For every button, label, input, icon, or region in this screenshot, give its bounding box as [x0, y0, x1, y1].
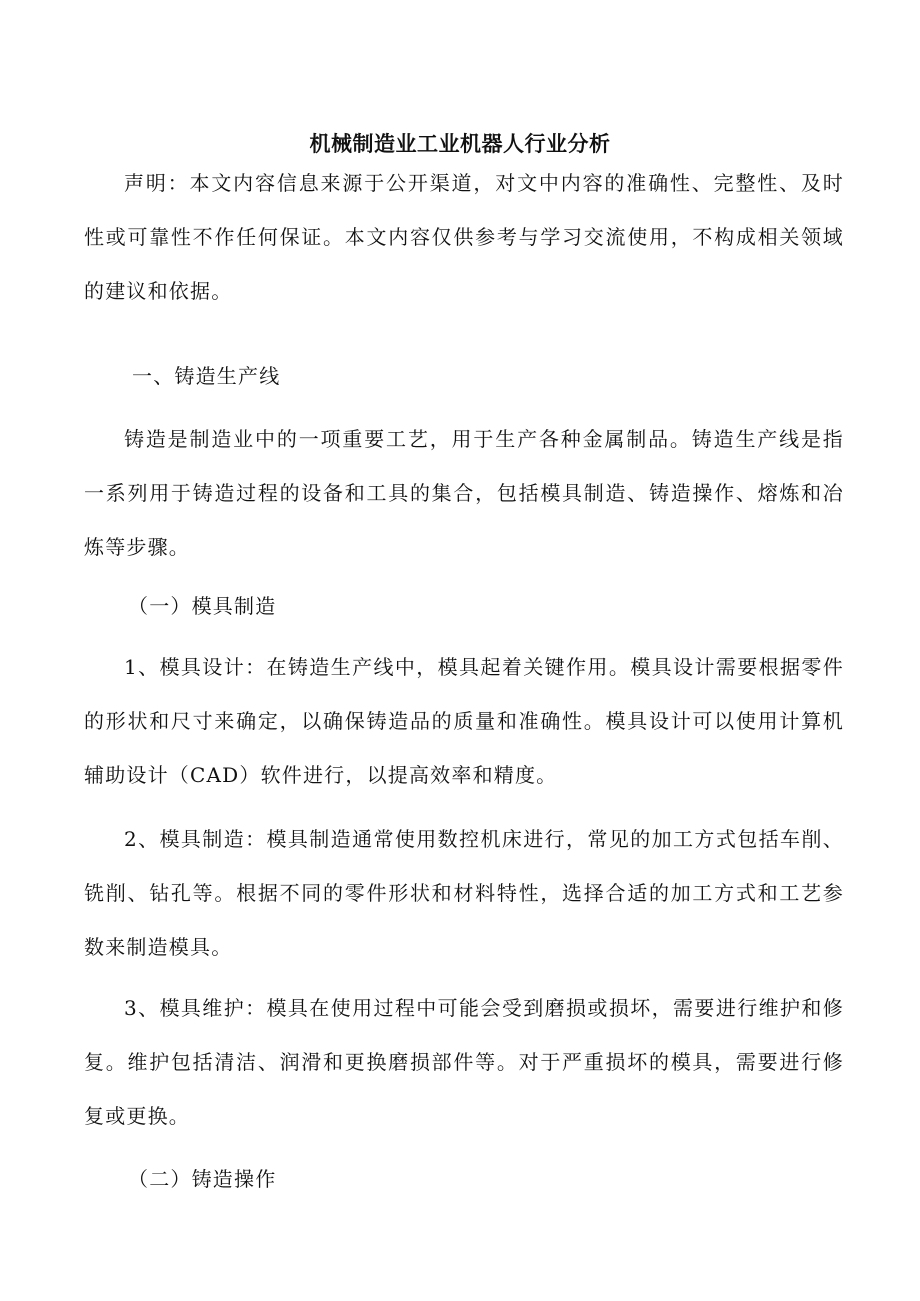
section-heading: 一、铸造生产线 — [132, 364, 281, 388]
section-intro-paragraph: 铸造是制造业中的一项重要工艺，用于生产各种金属制品。铸造生产线是指一系列用于铸造过程的设备和工具的集合，包括模具制造、铸造操作、熔炼和冶炼等步骤。 — [84, 427, 844, 559]
subsection-heading: （一）模具制造 — [128, 594, 277, 618]
document-title: 机械制造业工业机器人行业分析 — [309, 132, 611, 156]
list-item: 1、模具设计：在铸造生产线中，模具起着关键作用。模具设计需要根据零件的形状和尺寸来确定，以确保铸造品的质量和准确性。模具设计可以使用计算机辅助设计（CAD）软件进行，以提高效率和精度。 — [84, 655, 844, 787]
subsection-heading: （二）铸造操作 — [128, 1167, 277, 1191]
list-item: 2、模具制造：模具制造通常使用数控机床进行，常见的加工方式包括车削、铣削、钻孔等。根据不同的零件形状和材料特性，选择合适的加工方式和工艺参数来制造模具。 — [84, 827, 844, 959]
list-item: 3、模具维护：模具在使用过程中可能会受到磨损或损坏，需要进行维护和修复。维护包括清洁、润滑和更换磨损部件等。对于严重损坏的模具，需要进行修复或更换。 — [84, 996, 844, 1128]
disclaimer-paragraph: 声明：本文内容信息来源于公开渠道，对文中内容的准确性、完整性、及时性或可靠性不作任何保证。本文内容仅供参考与学习交流使用，不构成相关领域的建议和依据。 — [84, 171, 844, 303]
